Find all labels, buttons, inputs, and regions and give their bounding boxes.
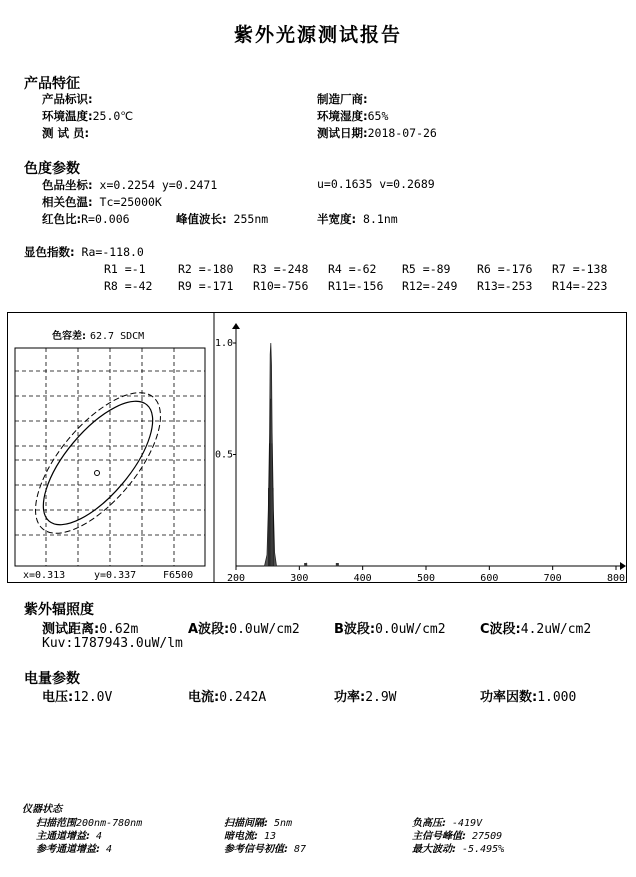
humidity-value: 65% (367, 109, 389, 123)
max-fluctuation-value: -5.495% (462, 844, 505, 855)
sample-point-marker (95, 471, 100, 476)
uva-value: 0.0uW/cm2 (229, 622, 300, 637)
y-readout: y=0.337 (94, 570, 137, 581)
dark-current-label: 暗电流: (224, 831, 258, 842)
power-factor-label: 功率因数: (480, 690, 538, 705)
coord-value: x=0.2254 y=0.2471 (99, 178, 218, 192)
x-readout: x=0.313 (23, 570, 66, 581)
spectrum-series (265, 343, 339, 566)
y-tick-label: 0.5 (215, 449, 234, 461)
cri-item: R7 =-138 (552, 262, 608, 276)
uvc-label: C波段: (480, 622, 521, 637)
x-tick-label: 200 (226, 573, 246, 582)
cri-item: R8 =-42 (104, 279, 153, 293)
ref-gain-label: 参考通道增益: (36, 844, 100, 855)
y-axis-arrow (232, 323, 240, 329)
scan-step-label: 扫描间隔: (224, 818, 268, 829)
standard-label: F6500 (163, 570, 194, 581)
humidity-label: 环境湿度: (317, 109, 368, 123)
tester-label: 测 试 员: (42, 126, 90, 140)
tolerance-text (52, 329, 144, 342)
voltage-value: 12.0V (73, 690, 113, 705)
report-title: 紫外光源测试报告 (233, 24, 402, 46)
uva-label: A波段: (188, 622, 230, 637)
power-factor-value: 1.000 (537, 690, 577, 705)
peak-label: 峰值波长: (176, 212, 227, 226)
spectrum-minor-peak (304, 563, 307, 566)
cct-label: 相关色温: (42, 195, 93, 209)
x-tick-label: 800 (606, 573, 626, 582)
tolerance-value: 62.7 SDCM (90, 331, 145, 342)
x-tick-label: 400 (353, 573, 372, 582)
tolerance-ellipse-inner (25, 384, 172, 542)
half-width-label: 半宽度: (317, 212, 357, 226)
ref-initial-label: 参考信号初值: (224, 844, 288, 855)
ref-gain-value: 4 (106, 844, 113, 855)
cri-item: R3 =-248 (253, 262, 309, 276)
date-label: 测试日期: (317, 126, 368, 140)
ref-initial-value: 87 (294, 844, 307, 855)
max-fluctuation-label: 最大波动: (412, 844, 456, 855)
voltage-label: 电压: (42, 690, 74, 705)
power-label: 功率: (334, 690, 366, 705)
hv-label: 负高压: (412, 818, 446, 829)
color-heading: 色度参数 (24, 161, 80, 177)
cri-item: R13=-253 (477, 279, 533, 293)
cri-item: R2 =-180 (178, 262, 234, 276)
spectrum-minor-peak (336, 563, 339, 566)
ra-value: Ra=-118.0 (81, 245, 144, 259)
kuv-value: Kuv:1787943.0uW/lm (42, 636, 183, 651)
uvc-value: 4.2uW/cm2 (520, 622, 592, 637)
temp-value: 25.0℃ (92, 109, 134, 123)
uv-coord-value: u=0.1635 v=0.2689 (317, 177, 435, 191)
x-tick-label: 600 (480, 573, 499, 582)
red-ratio-value: R=0.006 (81, 212, 130, 226)
scan-step-value: 5nm (274, 818, 293, 829)
current-label: 电流: (188, 690, 220, 705)
x-axis-arrow (620, 562, 626, 570)
date-value: 2018-07-26 (367, 126, 437, 140)
main-gain-label: 主通道增益: (36, 831, 90, 842)
cri-item: R10=-756 (253, 279, 309, 293)
temp-label: 环境温度: (42, 109, 93, 123)
distance-label: 测试距离: (42, 622, 100, 637)
scan-range-label: 扫描范围 (36, 818, 76, 829)
uvb-label: B波段: (334, 622, 376, 637)
red-ratio-label: 红色比: (42, 212, 82, 226)
tolerance-label: 色容差: (52, 331, 86, 342)
charts-frame (7, 312, 627, 583)
spectrum-chart (215, 323, 626, 582)
charts-svg (8, 313, 626, 582)
uvb-value: 0.0uW/cm2 (375, 622, 446, 637)
x-tick-label: 500 (416, 573, 436, 582)
main-peak-value: 27509 (472, 831, 503, 842)
current-value: 0.242A (219, 690, 267, 705)
cri-item: R12=-249 (402, 279, 458, 293)
cri-item: R6 =-176 (477, 262, 533, 276)
cri-item: R4 =-62 (328, 262, 377, 276)
chromaticity-grid (15, 348, 205, 566)
coord-label: 色品坐标: (42, 178, 93, 192)
main-peak-label: 主信号峰值: (412, 831, 466, 842)
main-gain-value: 4 (96, 831, 103, 842)
dark-current-value: 13 (264, 831, 277, 842)
cri-item: R9 =-171 (178, 279, 234, 293)
product-id-label: 产品标识: (42, 92, 93, 106)
half-width-value: 8.1nm (363, 212, 398, 226)
electric-heading: 电量参数 (24, 671, 80, 687)
cri-item: R14=-223 (552, 279, 608, 293)
x-tick-label: 300 (290, 573, 309, 582)
peak-value: 255nm (233, 212, 269, 226)
cri-item: R11=-156 (328, 279, 384, 293)
cri-item: R1 =-1 (104, 262, 146, 276)
uv-heading: 紫外辐照度 (24, 602, 94, 618)
instrument-heading: 仪器状态 (22, 804, 62, 815)
distance-value: 0.62m (99, 622, 139, 637)
power-value: 2.9W (365, 690, 397, 705)
scan-range-value: 200nm-780nm (76, 818, 143, 829)
hv-value: -419V (452, 818, 483, 829)
tolerance-ellipse-outer (14, 373, 183, 554)
y-tick-label: 1.0 (215, 338, 234, 349)
x-tick-label: 700 (543, 573, 562, 582)
cri-heading: 显色指数: (24, 245, 75, 259)
product-heading: 产品特征 (24, 76, 80, 92)
cri-item: R5 =-89 (402, 262, 451, 276)
maker-label: 制造厂商: (317, 92, 368, 106)
cct-value: Tc=25000K (99, 195, 162, 209)
